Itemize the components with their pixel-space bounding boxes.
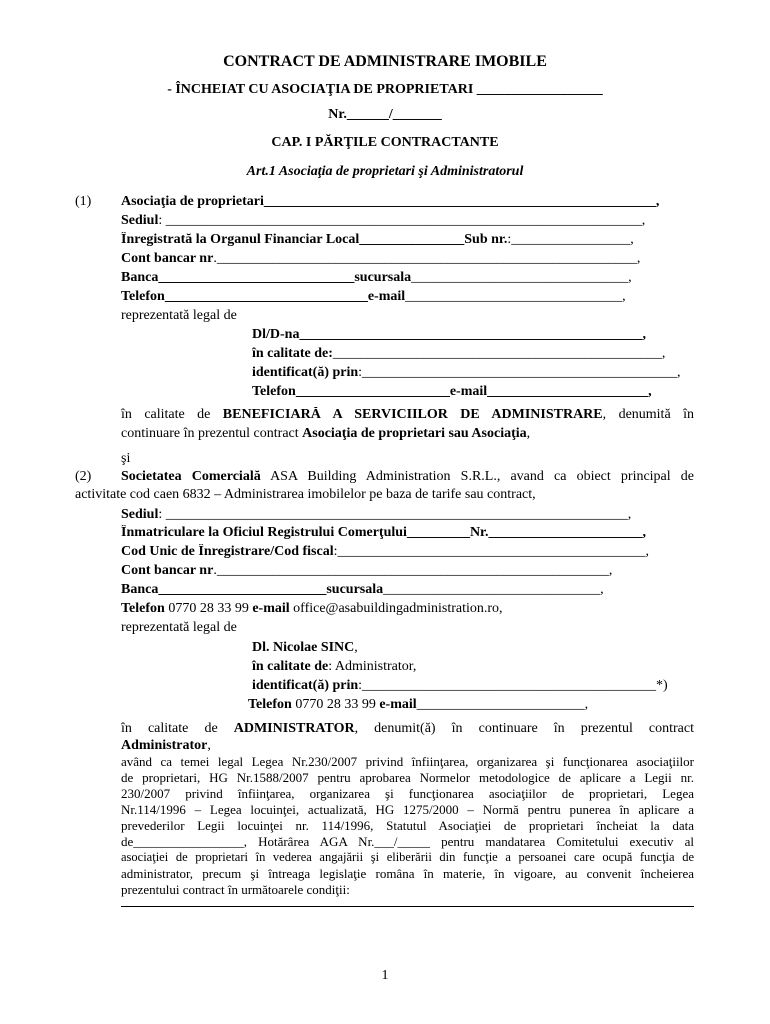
party1-represented-by: reprezentată legal de [121,308,237,323]
legal-line-8: administrator, precum şi întreaga legislaţie româna în materie, în vigoare, au convenit încheierea [121,866,694,881]
party2-rep-id-line: identificat(ă) prin:__________________________________________*) [252,678,668,693]
separator-line [121,906,694,907]
party1-rep-name-line: Dl/D-na_________________________________________________, [252,327,646,342]
legal-line-1: având ca temei legal Legea Nr.230/2007 privind înfiinţarea, organizarea şi funcţionarea asociaţiilor [121,754,694,769]
party2-bank-account-line: Cont bancar nr.________________________________________________________, [121,563,613,578]
party1-phone-line: Telefon_____________________________e-mail_______________________________, [121,289,626,304]
contract-number: Nr.______/_______ [328,107,442,122]
legal-line-3: 230/2007 privind înfiinţarea, organizarea şi funcţionarea asociaţiilor de proprietari, Legea [121,786,694,801]
party1-denomination-line: continuare în prezentul contract Asociaţia de proprietari sau Asociaţia, [121,426,531,441]
legal-line-7: asociaţiei de proprietari în vederea angajării şi eliberării din funcţie a persoanei care ocupă funcţia de [121,850,694,864]
party1-name-line: Asociaţia de proprietari________________________________________________________, [121,194,660,209]
legal-line-4: Nr.114/1996 – Legea locuinţei, actualizată, HG 1275/2000 – Normă pentru punerea în aplicare a [121,802,694,817]
party2-number: (2) [75,469,92,484]
party2-quality-line: în calitate de ADMINISTRATOR, denumit(ă) în continuare în prezentul contract [121,721,694,736]
party2-fiscal-code-line: Cod Unic de Înregistrare/Cod fiscal:____________________________________________, [121,544,649,559]
legal-line-9: prezentului contract în următoarele condiţii: [121,882,350,897]
party1-bank-line: Banca____________________________sucursala_______________________________, [121,270,632,285]
party2-represented-by: reprezentată legal de [121,620,237,635]
party1-rep-id-line: identificat(ă) prin:_____________________________________________, [252,365,681,380]
party2-sediu-line: Sediul: __________________________________________________________________, [121,507,632,522]
party2-rep-name-line: Dl. Nicolae SINC, [252,640,358,655]
legal-line-6: de_________________, Hotărârea AGA Nr.___/_____ pentru mandatarea Comitetului executiv al [121,834,694,849]
party1-bank-account-line: Cont bancar nr.____________________________________________________________, [121,251,641,266]
article-heading: Art.1 Asociaţia de proprietari şi Administratorul [246,164,524,179]
contract-title: CONTRACT DE ADMINISTRARE IMOBILE [223,53,547,70]
party1-rep-phone-line: Telefon______________________e-mail_______________________, [252,384,652,399]
legal-line-2: de proprietari, HG Nr.1588/2007 pentru aprobarea Normelor metodologice de aplicare a Legii nr. [121,770,694,785]
page-number: 1 [381,968,389,983]
party1-registration-line: Înregistrată la Organul Financiar Local_______________Sub nr.:_________________, [121,232,634,247]
party1-sediu-line: Sediul: ____________________________________________________________________, [121,213,646,228]
party2-name-line: Societatea Comercială ASA Building Administration S.R.L., avand ca obiect principal de [121,469,694,484]
chapter-heading: CAP. I PĂRŢILE CONTRACTANTE [271,135,499,150]
party2-registry-line: Înmatriculare la Oficiul Registrului Comerţului_________Nr.______________________, [121,525,646,540]
contract-subtitle: - ÎNCHEIAT CU ASOCIAŢIA DE PROPRIETARI __________________ [167,82,603,97]
party2-phone-line: Telefon 0770 28 33 99 e-mail office@asabuildingadministration.ro, [121,601,503,616]
party2-activity-line: activitate cod caen 6832 – Administrarea imobilelor pe baza de tarife sau contract, [75,487,536,502]
party1-rep-role-line: în calitate de:_______________________________________________, [252,346,666,361]
legal-line-5: prevederilor Legii locuinţei nr. 114/1996, Statutul Asociaţiei de proprietari încheiat la data [121,818,694,833]
party1-quality-line: în calitate de BENEFICIARĂ A SERVICIILOR DE ADMINISTRARE, denumită în [121,407,694,422]
party2-rep-role-line: în calitate de: Administrator, [252,659,417,674]
and-connector: şi [121,451,131,466]
party2-rep-phone-line: Telefon 0770 28 33 99 e-mail________________________, [248,697,589,712]
party2-bank-line: Banca________________________sucursala_______________________________, [121,582,604,597]
party1-number: (1) [75,194,92,209]
party2-denomination-line: Administrator, [121,738,211,753]
